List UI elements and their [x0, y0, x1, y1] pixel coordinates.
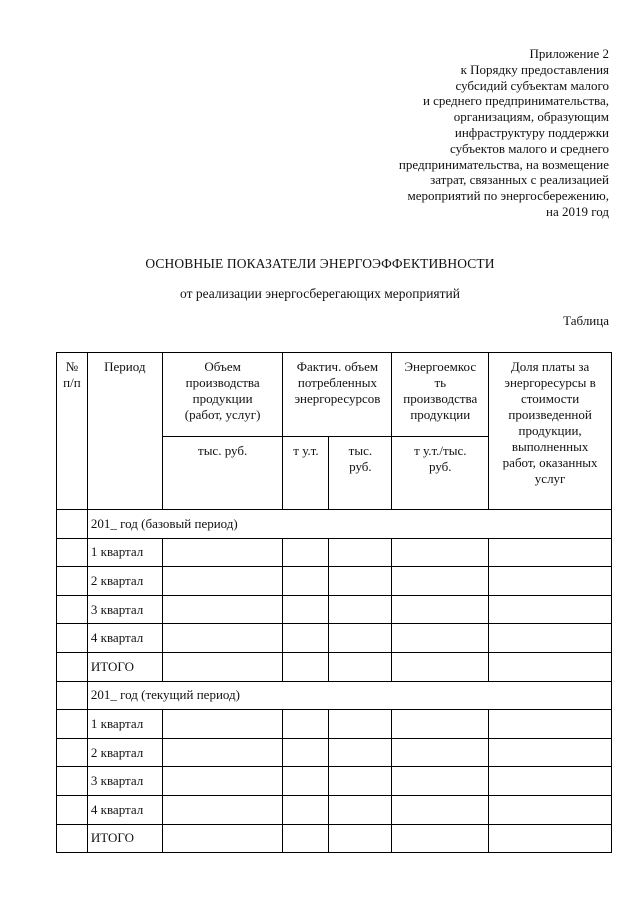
- rub-cell: [329, 795, 392, 824]
- share-cell: [489, 567, 612, 596]
- number-cell: [57, 710, 88, 739]
- share-cell: [489, 652, 612, 681]
- volume-cell: [162, 824, 283, 853]
- indicators-table: [56, 352, 612, 853]
- period-label: 1 квартал: [87, 538, 162, 567]
- tut-cell: [283, 567, 329, 596]
- table-row: [57, 538, 612, 567]
- rub-cell: [329, 738, 392, 767]
- period-label: 4 квартал: [87, 795, 162, 824]
- number-cell: [57, 595, 88, 624]
- rub-cell: [329, 624, 392, 653]
- table-row: [57, 710, 612, 739]
- volume-cell: [162, 738, 283, 767]
- number-cell: [57, 538, 88, 567]
- unit-intensity-text: т у.т./тыс. руб.: [414, 443, 467, 474]
- tut-cell: [283, 710, 329, 739]
- appendix-line: организациям, образующим: [453, 109, 609, 125]
- share-cell: [489, 538, 612, 567]
- table-row: [57, 767, 612, 796]
- volume-cell: [162, 767, 283, 796]
- number-cell: [57, 738, 88, 767]
- table-row: [57, 595, 612, 624]
- intensity-cell: [392, 652, 489, 681]
- number-cell: [57, 795, 88, 824]
- intensity-cell: [392, 538, 489, 567]
- header-energy-intensity: [392, 353, 489, 437]
- tut-cell: [283, 538, 329, 567]
- section-row: [57, 510, 612, 539]
- header-number: [57, 353, 88, 510]
- rub-cell: [329, 595, 392, 624]
- document-title: ОСНОВНЫЕ ПОКАЗАТЕЛИ ЭНЕРГОЭФФЕКТИВНОСТИ: [145, 256, 495, 271]
- appendix-line: к Порядку предоставления: [460, 61, 609, 77]
- intensity-cell: [392, 767, 489, 796]
- tut-cell: [283, 824, 329, 853]
- volume-cell: [162, 538, 283, 567]
- period-label: 2 квартал: [87, 738, 162, 767]
- share-cell: [489, 795, 612, 824]
- period-label: 4 квартал: [87, 624, 162, 653]
- unit-actual-tut-text: т у.т.: [293, 443, 319, 458]
- unit-actual-rub: [329, 437, 392, 510]
- rub-cell: [329, 652, 392, 681]
- period-label: 3 квартал: [87, 595, 162, 624]
- appendix-line: предпринимательства, на возмещение: [398, 156, 609, 172]
- volume-cell: [162, 652, 283, 681]
- unit-volume: [162, 437, 283, 510]
- table-row: [57, 652, 612, 681]
- unit-actual-rub-text: тыс. руб.: [348, 443, 373, 474]
- header-period: [87, 353, 162, 510]
- intensity-cell: [392, 567, 489, 596]
- unit-volume-text: тыс. руб.: [198, 443, 248, 458]
- tut-cell: [283, 795, 329, 824]
- table-label: Таблица: [563, 313, 609, 328]
- table-row: [57, 795, 612, 824]
- number-cell: [57, 681, 88, 710]
- section-title: 201_ год (базовый период): [87, 510, 611, 539]
- appendix-line: субсидий субъектам малого: [455, 77, 609, 93]
- table-row: [57, 738, 612, 767]
- intensity-cell: [392, 795, 489, 824]
- period-label: ИТОГО: [87, 652, 162, 681]
- period-label: ИТОГО: [87, 824, 162, 853]
- volume-cell: [162, 567, 283, 596]
- share-cell: [489, 595, 612, 624]
- appendix-line: Приложение 2: [529, 46, 609, 61]
- tut-cell: [283, 767, 329, 796]
- volume-cell: [162, 710, 283, 739]
- rub-cell: [329, 567, 392, 596]
- number-cell: [57, 567, 88, 596]
- tut-cell: [283, 738, 329, 767]
- share-cell: [489, 710, 612, 739]
- header-actual-volume: [283, 353, 392, 437]
- table-row: [57, 824, 612, 853]
- tut-cell: [283, 624, 329, 653]
- tut-cell: [283, 652, 329, 681]
- intensity-cell: [392, 710, 489, 739]
- volume-cell: [162, 795, 283, 824]
- number-cell: [57, 510, 88, 539]
- header-energy-intensity-text: Энергоемкос ть производства продукции: [403, 359, 478, 422]
- rub-cell: [329, 538, 392, 567]
- share-cell: [489, 624, 612, 653]
- rub-cell: [329, 710, 392, 739]
- unit-actual-tut: [283, 437, 329, 510]
- number-cell: [57, 767, 88, 796]
- header-energy-share-text: Доля платы за энергоресурсы в стоимости произведенной продукции, выполненных работ, оказанных услуг: [502, 359, 598, 486]
- number-cell: [57, 824, 88, 853]
- intensity-cell: [392, 624, 489, 653]
- appendix-line: субъектов малого и среднего: [450, 140, 609, 156]
- table-row: [57, 624, 612, 653]
- section-title: 201_ год (текущий период): [87, 681, 611, 710]
- share-cell: [489, 824, 612, 853]
- tut-cell: [283, 595, 329, 624]
- document-subtitle: от реализации энергосберегающих мероприятий: [180, 286, 460, 301]
- rub-cell: [329, 767, 392, 796]
- appendix-block: [399, 46, 609, 220]
- share-cell: [489, 738, 612, 767]
- period-label: 3 квартал: [87, 767, 162, 796]
- intensity-cell: [392, 824, 489, 853]
- header-volume-text: Объем производства продукции (работ, услуг): [184, 359, 261, 422]
- period-label: 2 квартал: [87, 567, 162, 596]
- share-cell: [489, 767, 612, 796]
- header-number-text: № п/п: [63, 359, 81, 390]
- appendix-line: и среднего предпринимательства,: [422, 93, 609, 109]
- volume-cell: [162, 624, 283, 653]
- period-label: 1 квартал: [87, 710, 162, 739]
- number-cell: [57, 624, 88, 653]
- number-cell: [57, 652, 88, 681]
- unit-intensity: [392, 437, 489, 510]
- header-energy-share: [489, 353, 612, 510]
- header-period-text: Период: [104, 359, 146, 374]
- volume-cell: [162, 595, 283, 624]
- header-volume: [162, 353, 283, 437]
- appendix-line: инфраструктуру поддержки: [454, 124, 609, 140]
- rub-cell: [329, 824, 392, 853]
- appendix-line: на 2019 год: [546, 203, 609, 219]
- intensity-cell: [392, 595, 489, 624]
- section-row: [57, 681, 612, 710]
- header-actual-volume-text: Фактич. объем потребленных энергоресурсов: [294, 359, 381, 406]
- appendix-line: затрат, связанных с реализацией: [430, 172, 609, 188]
- intensity-cell: [392, 738, 489, 767]
- table-row: [57, 567, 612, 596]
- appendix-line: мероприятий по энергосбережению,: [407, 188, 609, 204]
